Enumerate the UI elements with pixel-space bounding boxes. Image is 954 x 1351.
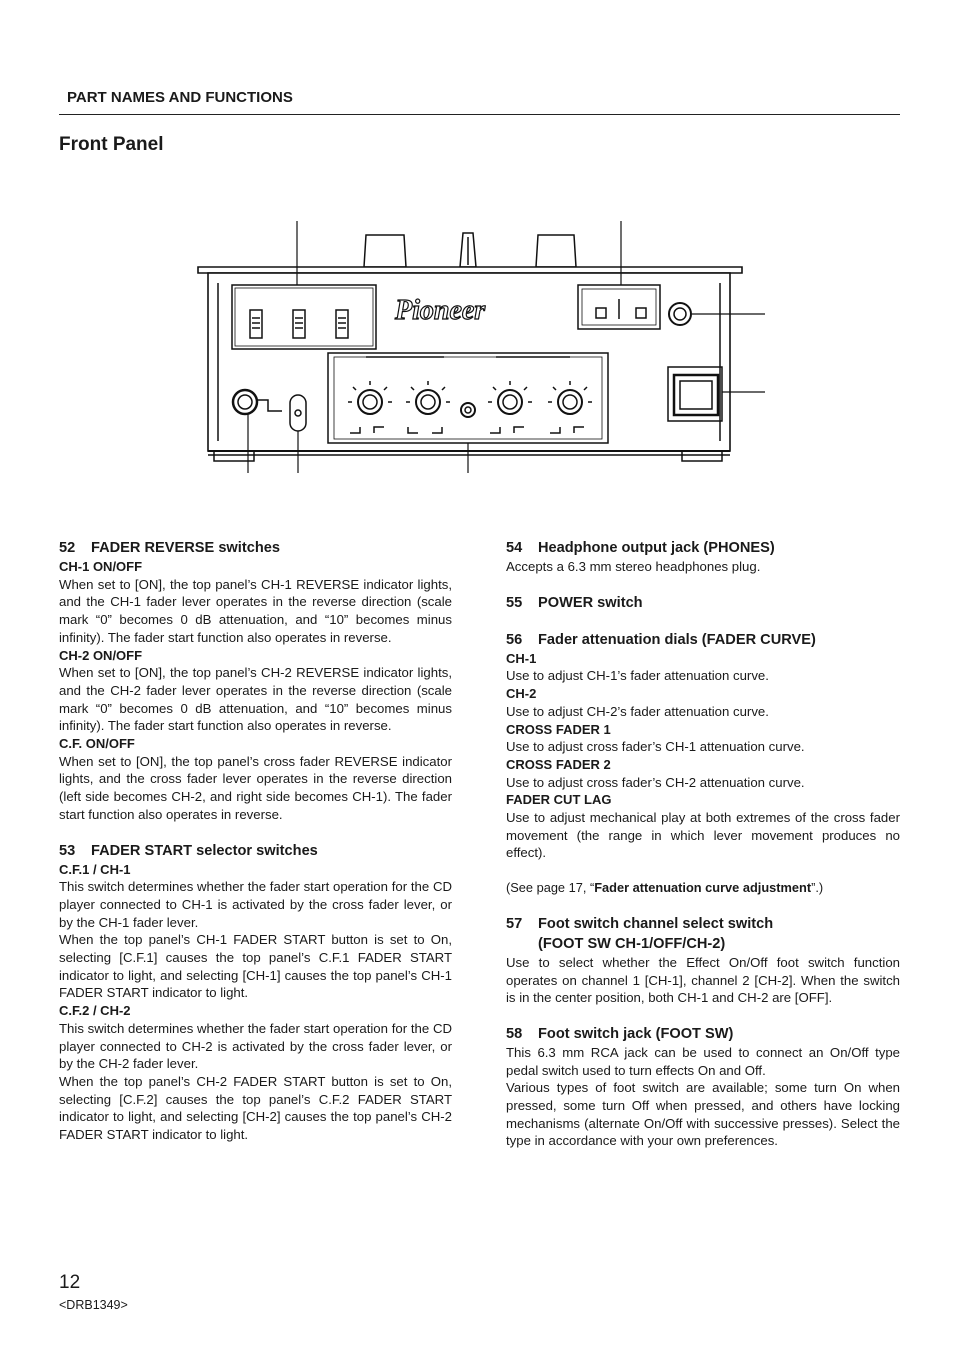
item-text: Use to adjust CH-1’s fader attenuation curve. — [506, 668, 769, 684]
section-number: 53 — [59, 842, 76, 859]
page-title: Front Panel — [59, 134, 164, 155]
section-number: 56 — [506, 631, 523, 648]
section-heading-57 — [506, 914, 900, 934]
section-heading-55 — [506, 593, 900, 613]
item-text: Accepts a 6.3 mm stereo headphones plug. — [506, 559, 761, 574]
section-title: Foot switch channel select switch — [538, 915, 774, 932]
item-text: When the top panel’s CH-2 FADER START button is set to On, selecting [C.F.2] causes the top panel’s C.F.2 FADER START indicator to light, and selecting [CH-2] causes the top panel’s CH-2 FADER START indicator to light. — [59, 1073, 452, 1143]
section-58 — [506, 1024, 900, 1150]
item-text: When set to [ON], the top panel’s CH-2 REVERSE indicator lights, and the CH-2 fader lever operates in the reverse direction (scale mark “0” becomes 0 dB attenuation, and “10” becomes minus infinity). The fader start function also operates in reverse. — [59, 665, 452, 734]
item-text: This 6.3 mm RCA jack can be used to connect an On/Off type pedal switch used to turn effects On and Off. — [506, 1044, 900, 1078]
item-text: Various types of foot switch are available; some turn On when pressed, some turn Off when pressed, and others have locking mechanisms (alternate On/Off with successive presses). Select the type in accordance with your own preferences. — [506, 1080, 900, 1149]
item-label: CH-1 — [506, 650, 537, 666]
section-number: 54 — [506, 540, 523, 556]
section-number: 57 — [506, 915, 523, 932]
item-label: CH-2 ON/OFF — [59, 647, 143, 663]
section-53 — [59, 841, 452, 1144]
section-heading-52 — [59, 538, 452, 558]
section-title: Headphone output jack (PHONES) — [538, 540, 775, 556]
section-number: 58 — [506, 1025, 523, 1042]
item-label: CH-2 — [506, 686, 537, 702]
section-57 — [506, 914, 900, 1007]
item-text: This switch determines whether the fader start operation for the CD player connected to CH-1 is activated by the cross fader lever, or by the CH-1 fader lever. — [59, 879, 452, 930]
item-text: When set to [ON], the top panel’s cross fader REVERSE indicator lights, and the cross fader lever operates in the reverse direction (left side becomes CH-2, and right side becomes CH-1). The fader start function also operates in reverse. — [59, 753, 452, 822]
right-column — [506, 538, 900, 1167]
section-heading-58 — [506, 1024, 900, 1044]
section-52 — [59, 538, 452, 824]
ref-suffix: ”.) — [811, 880, 824, 896]
item-text: Use to select whether the Effect On/Off foot switch function operates on channel 1 [CH-1], channel 2 [CH-2]. When the switch is in the center position, both CH-1 and CH-2 are [OFF]. — [506, 954, 900, 1006]
item-label: FADER CUT LAG — [506, 792, 612, 808]
item-label: C.F.2 / CH-2 — [59, 1003, 131, 1019]
item-text: Use to adjust CH-2’s fader attenuation curve. — [506, 703, 769, 719]
section-heading: PART NAMES AND FUNCTIONS — [67, 89, 293, 106]
item-label: C.F. ON/OFF — [59, 736, 135, 752]
header-rule — [59, 114, 900, 115]
item-label: CROSS FADER 1 — [506, 721, 611, 737]
section-title-line2: (FOOT SW CH-1/OFF/CH-2) — [538, 935, 726, 952]
item-text: Use to adjust cross fader’s CH-1 attenuation curve. — [506, 739, 805, 755]
item-text: Use to adjust cross fader’s CH-2 attenuation curve. — [506, 774, 805, 790]
item-label: CH-1 ON/OFF — [59, 559, 143, 574]
section-title: FADER START selector switches — [91, 842, 318, 859]
section-heading-54 — [506, 538, 900, 558]
section-number: 55 — [506, 594, 523, 611]
page-reference — [506, 879, 900, 897]
section-title: Fader attenuation dials (FADER CURVE) — [538, 631, 816, 648]
top-fader-knobs — [364, 233, 576, 267]
item-label: C.F.1 / CH-1 — [59, 861, 131, 877]
section-title: Foot switch jack (FOOT SW) — [538, 1025, 734, 1042]
section-54 — [506, 538, 900, 576]
section-55 — [506, 593, 900, 613]
page-number: 12 — [59, 1272, 81, 1293]
pioneer-logo: Pioneer — [395, 295, 486, 326]
section-heading-56 — [506, 630, 900, 650]
document-code: <DRB1349> — [59, 1298, 128, 1312]
ref-prefix: (See page 17, “ — [506, 880, 595, 896]
item-text: Use to adjust mechanical play at both extremes of the cross fader movement (the range in which lever movement produces no effect). — [506, 810, 900, 861]
front-panel-diagram — [190, 215, 770, 475]
item-label: CROSS FADER 2 — [506, 756, 611, 772]
section-title: FADER REVERSE switches — [91, 540, 280, 556]
left-column — [59, 538, 452, 1161]
item-text: This switch determines whether the fader start operation for the CD player connected to CH-2 is activated by the cross fader lever, or by the CH-2 fader lever. — [59, 1020, 452, 1072]
section-title: POWER switch — [538, 594, 643, 611]
item-text: When set to [ON], the top panel’s CH-1 REVERSE indicator lights, and the CH-1 fader lever operates in the reverse direction (scale mark “0” becomes 0 dB attenuation, and “10” becomes minus infinity). The fader start function also operates in reverse. — [59, 576, 452, 645]
section-56 — [506, 630, 900, 897]
ref-title: Fader attenuation curve adjustment — [594, 880, 812, 896]
item-text: When the top panel’s CH-1 FADER START button is set to On, selecting [C.F.1] causes the top panel’s C.F.1 FADER START indicator to light, and selecting [CH-1] causes the top panel’s CH-1 FADER START indicator to light. — [59, 932, 452, 1001]
section-heading-53 — [59, 841, 452, 861]
section-number: 52 — [59, 540, 76, 556]
